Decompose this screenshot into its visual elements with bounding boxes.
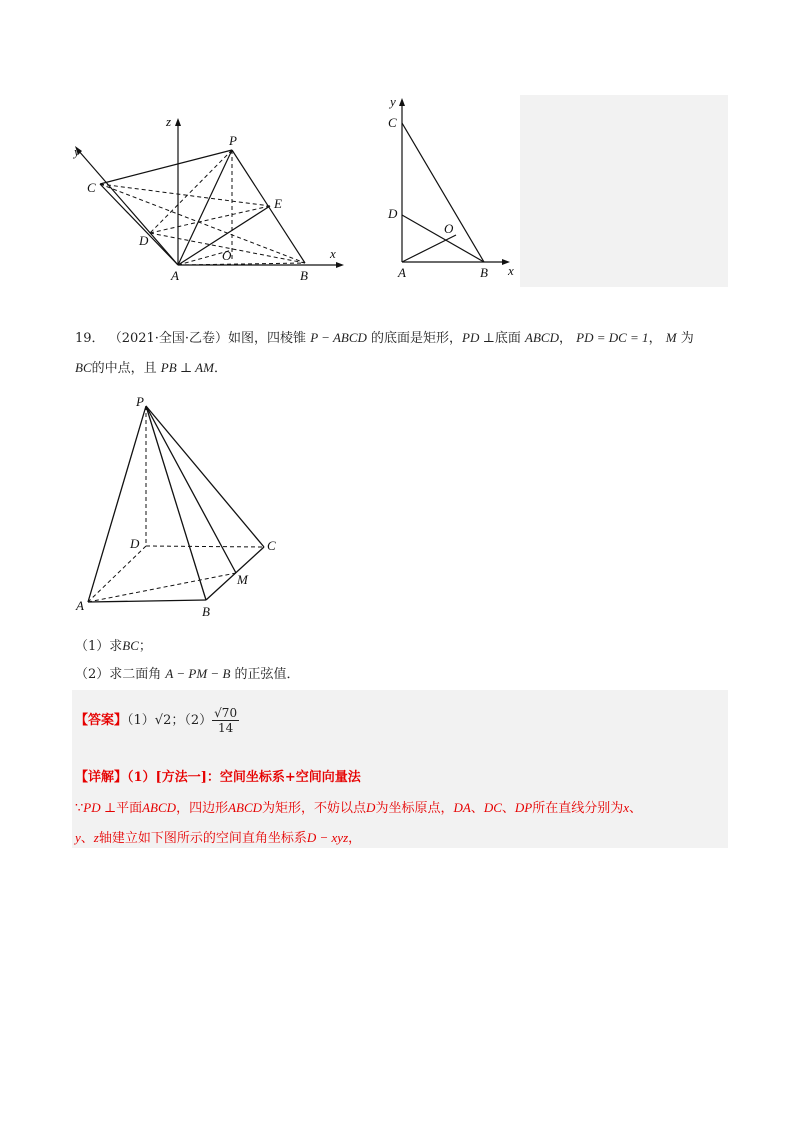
d2-m1: y [75, 830, 81, 845]
d1-m6: DC [483, 800, 502, 815]
d2-m3: D − xyz [306, 830, 349, 845]
detail-method: （1）[方法一]：空间坐标系+空间向量法 [127, 770, 361, 785]
d2-c: ， [348, 831, 362, 846]
fig3-label-D: D [130, 536, 140, 551]
q2-suffix: 的正弦值． [234, 667, 300, 682]
answer-part1-value: √2 [154, 713, 172, 728]
d1-b: 平面 [116, 801, 143, 816]
fig3-label-M: M [237, 572, 248, 587]
d1-i: 、 [629, 801, 643, 816]
problem-text-1: 如图，四棱锥 [228, 331, 307, 346]
fig2-label-y: y [390, 94, 396, 109]
problem-sep-1: ， [558, 331, 572, 346]
problem-line-1 [75, 328, 694, 349]
problem-math-1: P − ABCD [310, 330, 367, 345]
fig1-label-P: P [229, 133, 237, 148]
answer-part2-num: √70 [214, 706, 238, 720]
d1-c: ，四边形 [176, 801, 229, 816]
d1-e: 为坐标原点， [375, 801, 454, 816]
problem-text-4: 为 [680, 331, 694, 346]
problem-line-2 [75, 358, 227, 379]
d1-m4: D [366, 800, 376, 815]
answer-part2-fraction [212, 706, 239, 735]
d1-m2: ABCD [142, 800, 177, 815]
fig1-label-D: D [139, 233, 149, 248]
d1-h: 所在直线分别为 [532, 801, 624, 816]
fig1-label-B: B [300, 268, 308, 283]
problem-math-2: PD ⊥ [462, 330, 495, 345]
answer-part1-prefix: （1） [127, 713, 155, 728]
figure-3-pyramid [74, 392, 294, 622]
fig3-label-B: B [202, 604, 210, 619]
problem-source: （2021·全国·乙卷） [108, 331, 229, 346]
fig3-label-A: A [76, 598, 84, 613]
answer-part2-prefix: （2） [184, 713, 213, 728]
problem-math-5: M [665, 330, 677, 345]
q1-suffix: ； [138, 639, 152, 654]
fig2-label-C: C [388, 115, 397, 130]
fig3-label-C: C [267, 538, 276, 553]
fig1-label-y: y [74, 144, 80, 159]
q2-prefix: （2）求二面角 [75, 667, 162, 682]
question-1 [75, 636, 152, 657]
fig1-label-E: E [274, 196, 282, 211]
d1-m3: ABCD [228, 800, 263, 815]
fig1-label-O: O [222, 248, 232, 263]
detail-line-2 [75, 828, 361, 849]
d1-d: 为矩形，不妨以点 [262, 801, 367, 816]
d1-m8: x [623, 800, 630, 815]
d2-m2: z [93, 830, 99, 845]
problem-text-2: 的底面是矩形， [371, 331, 463, 346]
q1-prefix: （1）求 [75, 639, 123, 654]
d1-g: 、 [501, 801, 515, 816]
fig2-label-O: O [444, 221, 454, 236]
d2-a: 、 [80, 831, 94, 846]
answer-part1-sep: ； [171, 713, 185, 728]
figure-2-diagram [380, 90, 520, 285]
fig1-label-C: C [87, 180, 96, 195]
answer-part2-den: 14 [217, 721, 234, 735]
q2-math: A − PM − B [165, 666, 231, 681]
d2-b: 轴建立如下图所示的空间直角坐标系 [98, 831, 307, 846]
problem-sep-2: ， [648, 331, 662, 346]
fig1-label-x: x [330, 246, 336, 261]
answer-label: 【答案】 [75, 713, 128, 728]
figure-1-diagram [72, 100, 362, 285]
fig1-label-z: z [166, 114, 172, 129]
fig2-label-B: B [480, 265, 488, 280]
problem-math-4: PD = DC = 1 [576, 330, 649, 345]
d1-m7: DP [514, 800, 533, 815]
problem-text-5: 的中点，且 [91, 361, 157, 376]
fig2-label-A: A [398, 265, 406, 280]
fig3-label-P: P [136, 394, 144, 409]
answer-line [75, 706, 239, 735]
detail-label: 【详解】 [75, 770, 128, 785]
problem-math-6: BC [75, 360, 92, 375]
d1-m1: PD ⊥ [83, 800, 117, 815]
detail-header [75, 768, 361, 788]
problem-math-7: PB ⊥ AM [160, 360, 214, 375]
d1-a: ∵ [75, 801, 84, 816]
problem-text-3: 底面 [494, 331, 521, 346]
d1-m5: DA [453, 800, 471, 815]
fig2-label-x: x [508, 263, 514, 278]
problem-text-6: ． [213, 361, 227, 376]
problem-math-3: ABCD [525, 330, 559, 345]
detail-line-1 [75, 798, 642, 819]
d1-f: 、 [470, 801, 484, 816]
question-2 [75, 664, 300, 685]
problem-number: 19． [75, 331, 105, 346]
q1-math: BC [122, 638, 139, 653]
fig1-label-A: A [171, 268, 179, 283]
fig2-label-D: D [388, 206, 398, 221]
